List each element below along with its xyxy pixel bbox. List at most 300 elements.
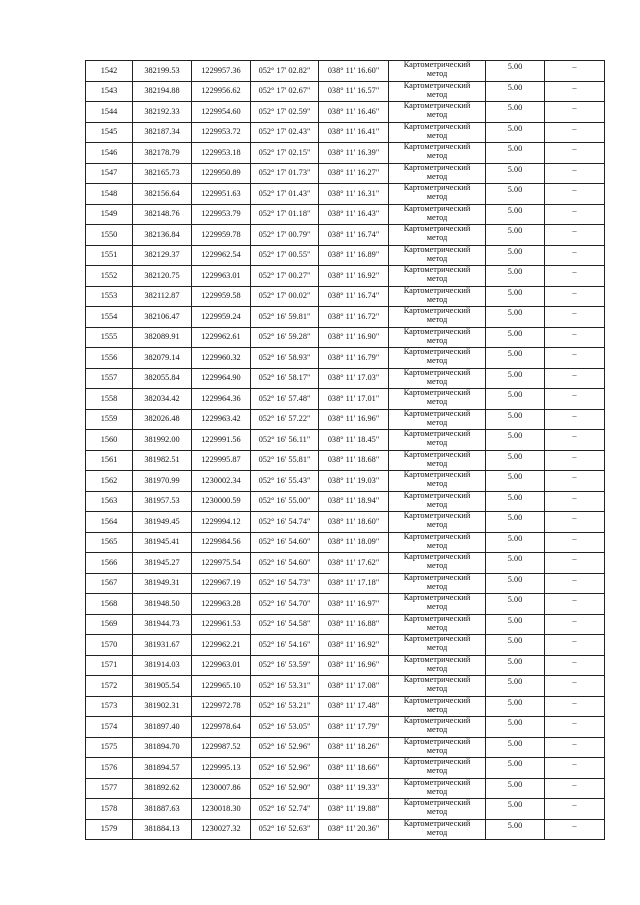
accuracy-cell [486,327,545,348]
latitude-cell: 052° 17' 01.18" [251,204,319,225]
x-coordinate-cell: 381970.99 [133,471,192,492]
y-coordinate-cell: 1229956.62 [192,81,251,102]
longitude-cell: 038° 11' 16.74" [319,286,389,307]
latitude-cell: 052° 16' 54.60" [251,553,319,574]
accuracy-value: 5.00 [507,369,523,379]
method-line-2: метод [426,233,448,243]
accuracy-value: 5.00 [507,513,523,523]
longitude-cell: 038° 11' 16.90" [319,327,389,348]
method-line-2: метод [426,397,448,407]
accuracy-cell [486,368,545,389]
latitude-cell: 052° 16' 58.17" [251,368,319,389]
note-value: – [572,800,577,810]
x-coordinate-cell: 381945.41 [133,532,192,553]
y-coordinate-cell: 1229984.56 [192,532,251,553]
method-line-1: Картометрический [403,368,471,377]
method-cell [389,389,486,410]
y-coordinate-cell: 1230002.34 [192,471,251,492]
method-line-1: Картометрический [403,204,471,213]
longitude-cell: 038° 11' 17.79" [319,717,389,738]
note-cell [545,758,605,779]
note-value: – [572,287,577,297]
accuracy-cell [486,799,545,820]
method-cell [389,594,486,615]
method-cell [389,717,486,738]
longitude-cell: 038° 11' 16.41" [319,122,389,143]
method-line-1: Картометрический [403,101,471,111]
note-value: – [572,431,577,441]
note-value: – [572,718,577,728]
method-cell [389,430,486,451]
method-text [389,122,485,141]
note-cell [545,245,605,266]
note-value: – [572,164,577,174]
method-cell [389,204,486,225]
method-line-1: Картометрический [403,60,471,70]
method-line-1: Картометрический [403,655,471,664]
y-coordinate-cell: 1229963.28 [192,594,251,615]
accuracy-cell [486,143,545,164]
point-number-cell: 1571 [86,655,133,676]
note-cell [545,450,605,471]
method-text [389,409,485,428]
method-line-1: Картометрический [403,245,471,254]
accuracy-value: 5.00 [507,759,523,769]
latitude-cell: 052° 16' 58.93" [251,348,319,369]
method-line-1: Картометрический [403,470,471,480]
latitude-cell: 052° 16' 54.70" [251,594,319,615]
accuracy-value: 5.00 [507,287,523,297]
x-coordinate-cell: 381982.51 [133,450,192,471]
method-line-2: метод [426,827,448,837]
point-number-cell: 1552 [86,266,133,287]
note-cell [545,799,605,820]
method-cell [389,758,486,779]
table-row [86,696,605,717]
y-coordinate-cell: 1229994.12 [192,512,251,533]
note-value: – [572,677,577,687]
y-coordinate-cell: 1229957.36 [192,61,251,82]
point-number-cell: 1562 [86,471,133,492]
table-row [86,758,605,779]
point-number-cell: 1557 [86,368,133,389]
note-value: – [572,595,577,605]
x-coordinate-cell: 382106.47 [133,307,192,328]
method-cell [389,778,486,799]
point-number-cell: 1558 [86,389,133,410]
latitude-cell: 052° 17' 02.15" [251,143,319,164]
longitude-cell: 038° 11' 16.39" [319,143,389,164]
accuracy-cell [486,245,545,266]
accuracy-value: 5.00 [507,144,523,154]
method-cell [389,737,486,758]
accuracy-cell [486,553,545,574]
note-cell [545,532,605,553]
method-cell [389,409,486,430]
method-text [389,737,485,756]
point-number-cell: 1553 [86,286,133,307]
method-text [389,348,485,367]
accuracy-value: 5.00 [507,185,523,195]
method-line-1: Картометрический [403,573,471,582]
point-number-cell: 1548 [86,184,133,205]
note-value: – [572,328,577,338]
note-value: – [572,308,577,318]
point-number-cell: 1545 [86,122,133,143]
x-coordinate-cell: 381944.73 [133,614,192,635]
point-number-cell: 1564 [86,512,133,533]
x-coordinate-cell: 382187.34 [133,122,192,143]
accuracy-value: 5.00 [507,103,523,113]
y-coordinate-cell: 1229965.10 [192,676,251,697]
y-coordinate-cell: 1229995.13 [192,758,251,779]
y-coordinate-cell: 1229963.01 [192,655,251,676]
method-line-1: Картометрический [403,409,471,418]
accuracy-value: 5.00 [507,328,523,338]
accuracy-value: 5.00 [507,472,523,482]
x-coordinate-cell: 382192.33 [133,102,192,123]
x-coordinate-cell: 382112.87 [133,286,192,307]
note-cell [545,327,605,348]
accuracy-cell [486,286,545,307]
method-text [389,307,485,326]
longitude-cell: 038° 11' 18.94" [319,491,389,512]
y-coordinate-cell: 1230000.59 [192,491,251,512]
x-coordinate-cell: 381892.62 [133,778,192,799]
accuracy-cell [486,778,545,799]
table-row [86,409,605,430]
method-line-2: метод [426,745,448,755]
longitude-cell: 038° 11' 18.60" [319,512,389,533]
y-coordinate-cell: 1229961.53 [192,614,251,635]
x-coordinate-cell: 381894.57 [133,758,192,779]
method-text [389,450,485,469]
table-row [86,61,605,82]
x-coordinate-cell: 381897.40 [133,717,192,738]
latitude-cell: 052° 16' 54.60" [251,532,319,553]
method-line-1: Картометрический [403,265,471,275]
latitude-cell: 052° 16' 52.90" [251,778,319,799]
table-row [86,532,605,553]
longitude-cell: 038° 11' 17.62" [319,553,389,574]
method-text [389,327,485,346]
x-coordinate-cell: 382178.79 [133,143,192,164]
note-value: – [572,246,577,256]
note-value: – [572,513,577,523]
note-value: – [572,738,577,748]
accuracy-value: 5.00 [507,123,523,133]
accuracy-value: 5.00 [507,718,523,728]
method-cell [389,614,486,635]
note-value: – [572,492,577,502]
note-value: – [572,759,577,769]
method-text [389,778,485,797]
method-line-2: метод [426,581,448,591]
method-text [389,245,485,264]
coordinates-table [85,60,605,840]
x-coordinate-cell: 382129.37 [133,245,192,266]
longitude-cell: 038° 11' 16.72" [319,307,389,328]
method-line-2: метод [426,725,448,735]
accuracy-cell [486,471,545,492]
method-text [389,81,485,100]
note-cell [545,409,605,430]
note-value: – [572,205,577,215]
accuracy-cell [486,266,545,287]
note-cell [545,430,605,451]
table-row [86,430,605,451]
accuracy-cell [486,225,545,246]
note-cell [545,512,605,533]
point-number-cell: 1578 [86,799,133,820]
x-coordinate-cell: 381948.50 [133,594,192,615]
y-coordinate-cell: 1229950.89 [192,163,251,184]
method-cell [389,327,486,348]
longitude-cell: 038° 11' 16.92" [319,266,389,287]
method-text [389,512,485,531]
accuracy-cell [486,512,545,533]
point-number-cell: 1561 [86,450,133,471]
table-row [86,573,605,594]
y-coordinate-cell: 1229953.18 [192,143,251,164]
table-row [86,819,605,840]
method-cell [389,635,486,656]
note-value: – [572,369,577,379]
longitude-cell: 038° 11' 18.66" [319,758,389,779]
note-value: – [572,185,577,195]
accuracy-cell [486,676,545,697]
accuracy-cell [486,819,545,840]
method-cell [389,143,486,164]
note-cell [545,307,605,328]
table-row [86,635,605,656]
latitude-cell: 052° 17' 02.59" [251,102,319,123]
method-cell [389,676,486,697]
y-coordinate-cell: 1229963.01 [192,266,251,287]
accuracy-cell [486,102,545,123]
table-row [86,450,605,471]
note-value: – [572,349,577,359]
method-line-2: метод [426,130,448,140]
y-coordinate-cell: 1229954.60 [192,102,251,123]
point-number-cell: 1549 [86,204,133,225]
method-cell [389,799,486,820]
y-coordinate-cell: 1229959.78 [192,225,251,246]
x-coordinate-cell: 382136.84 [133,225,192,246]
latitude-cell: 052° 16' 53.21" [251,696,319,717]
latitude-cell: 052° 16' 54.58" [251,614,319,635]
latitude-cell: 052° 16' 53.05" [251,717,319,738]
accuracy-value: 5.00 [507,205,523,215]
method-text [389,696,485,715]
table-row [86,676,605,697]
y-coordinate-cell: 1229951.63 [192,184,251,205]
latitude-cell: 052° 16' 52.74" [251,799,319,820]
longitude-cell: 038° 11' 16.43" [319,204,389,225]
method-text [389,532,485,551]
latitude-cell: 052° 16' 54.16" [251,635,319,656]
longitude-cell: 038° 11' 18.09" [319,532,389,553]
x-coordinate-cell: 382055.84 [133,368,192,389]
note-cell [545,286,605,307]
method-line-1: Картометрический [403,778,471,787]
longitude-cell: 038° 11' 16.79" [319,348,389,369]
table-row [86,553,605,574]
accuracy-value: 5.00 [507,349,523,359]
method-cell [389,81,486,102]
method-text [389,368,485,387]
method-text [389,799,485,818]
latitude-cell: 052° 17' 00.55" [251,245,319,266]
method-line-1: Картометрический [403,81,471,90]
method-line-1: Картометрический [403,327,471,336]
x-coordinate-cell: 382120.75 [133,266,192,287]
x-coordinate-cell: 382156.64 [133,184,192,205]
longitude-cell: 038° 11' 18.68" [319,450,389,471]
method-line-2: метод [426,171,448,181]
accuracy-value: 5.00 [507,677,523,687]
latitude-cell: 052° 17' 00.79" [251,225,319,246]
note-cell [545,61,605,82]
y-coordinate-cell: 1229959.58 [192,286,251,307]
table-row [86,389,605,410]
note-cell [545,553,605,574]
longitude-cell: 038° 11' 16.92" [319,635,389,656]
table-row [86,163,605,184]
method-line-1: Картометрический [403,696,471,705]
method-cell [389,225,486,246]
accuracy-value: 5.00 [507,308,523,318]
method-line-1: Картометрический [403,552,471,562]
longitude-cell: 038° 11' 19.33" [319,778,389,799]
note-cell [545,573,605,594]
method-line-2: метод [426,663,448,673]
method-cell [389,61,486,82]
method-line-2: метод [426,540,448,550]
method-line-2: метод [426,643,448,653]
method-line-2: метод [426,212,448,222]
method-text [389,491,485,510]
point-number-cell: 1560 [86,430,133,451]
table-row [86,122,605,143]
method-line-2: метод [426,786,448,796]
longitude-cell: 038° 11' 16.74" [319,225,389,246]
method-line-2: метод [426,356,448,366]
table-row [86,266,605,287]
table-row [86,102,605,123]
latitude-cell: 052° 17' 02.82" [251,61,319,82]
x-coordinate-cell: 381945.27 [133,553,192,574]
method-line-2: метод [426,704,448,714]
y-coordinate-cell: 1229963.42 [192,409,251,430]
accuracy-value: 5.00 [507,615,523,625]
method-cell [389,696,486,717]
x-coordinate-cell: 381931.67 [133,635,192,656]
x-coordinate-cell: 382148.76 [133,204,192,225]
method-line-2: метод [426,274,448,284]
longitude-cell: 038° 11' 17.08" [319,676,389,697]
x-coordinate-cell: 382079.14 [133,348,192,369]
method-line-2: метод [426,294,448,304]
method-cell [389,307,486,328]
accuracy-cell [486,635,545,656]
accuracy-value: 5.00 [507,431,523,441]
method-line-1: Картометрический [403,122,471,131]
accuracy-value: 5.00 [507,390,523,400]
method-cell [389,163,486,184]
table-row [86,204,605,225]
y-coordinate-cell: 1229987.52 [192,737,251,758]
point-number-cell: 1570 [86,635,133,656]
longitude-cell: 038° 11' 16.60" [319,61,389,82]
x-coordinate-cell: 381902.31 [133,696,192,717]
x-coordinate-cell: 381894.70 [133,737,192,758]
method-cell [389,184,486,205]
method-text [389,184,485,203]
method-line-1: Картометрический [403,286,471,295]
x-coordinate-cell: 381949.31 [133,573,192,594]
longitude-cell: 038° 11' 16.96" [319,655,389,676]
accuracy-value: 5.00 [507,697,523,707]
y-coordinate-cell: 1229953.79 [192,204,251,225]
latitude-cell: 052° 16' 53.31" [251,676,319,697]
latitude-cell: 052° 16' 52.63" [251,819,319,840]
latitude-cell: 052° 16' 54.74" [251,512,319,533]
note-cell [545,81,605,102]
method-cell [389,266,486,287]
accuracy-value: 5.00 [507,656,523,666]
point-number-cell: 1543 [86,81,133,102]
note-cell [545,491,605,512]
point-number-cell: 1569 [86,614,133,635]
method-line-1: Картометрический [403,142,471,152]
accuracy-value: 5.00 [507,62,523,72]
point-number-cell: 1579 [86,819,133,840]
note-value: – [572,62,577,72]
method-line-2: метод [426,315,448,325]
point-number-cell: 1559 [86,409,133,430]
method-line-2: метод [426,684,448,694]
method-text [389,655,485,674]
note-cell [545,122,605,143]
x-coordinate-cell: 381887.63 [133,799,192,820]
note-cell [545,778,605,799]
note-value: – [572,574,577,584]
accuracy-cell [486,348,545,369]
method-cell [389,573,486,594]
note-cell [545,594,605,615]
note-value: – [572,636,577,646]
longitude-cell: 038° 11' 20.36" [319,819,389,840]
table-row [86,717,605,738]
latitude-cell: 052° 16' 52.96" [251,737,319,758]
method-line-2: метод [426,807,448,817]
accuracy-value: 5.00 [507,574,523,584]
method-line-2: метод [426,766,448,776]
table-row [86,491,605,512]
latitude-cell: 052° 16' 53.59" [251,655,319,676]
method-cell [389,655,486,676]
method-text [389,635,485,654]
point-number-cell: 1566 [86,553,133,574]
note-value: – [572,820,577,830]
method-text [389,163,485,182]
accuracy-value: 5.00 [507,451,523,461]
latitude-cell: 052° 17' 00.02" [251,286,319,307]
accuracy-cell [486,655,545,676]
method-text [389,614,485,633]
longitude-cell: 038° 11' 16.46" [319,102,389,123]
